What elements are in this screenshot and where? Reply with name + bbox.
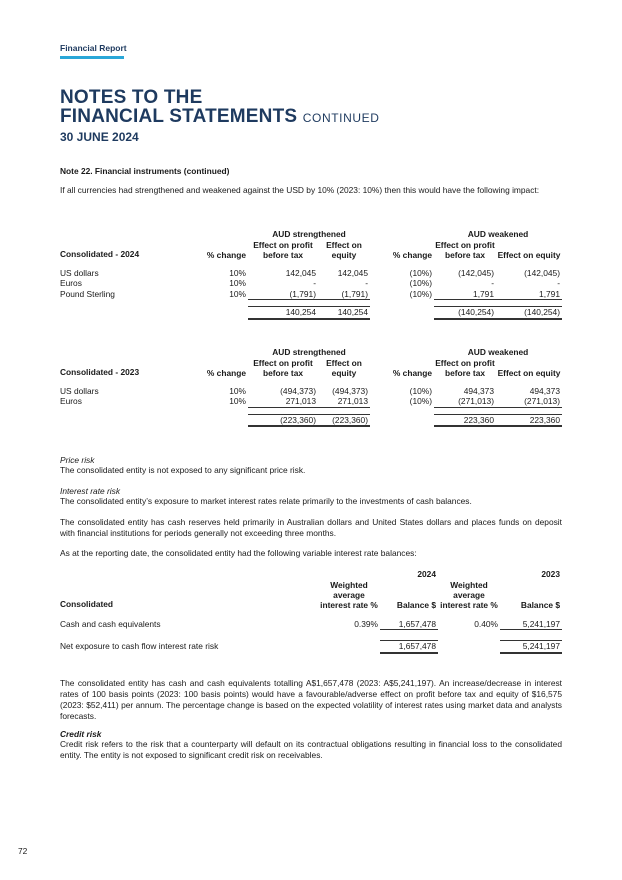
table-row: US dollars 10% 142,045 142,045 (10%) (142,045) (142,045) <box>60 267 560 278</box>
fx-2024-col-3: % change <box>392 249 432 260</box>
page-title-main: FINANCIAL STATEMENTS <box>60 106 298 127</box>
table-total-row: 140,254 140,254 (140,254) (140,254) <box>60 307 562 319</box>
fx-2024-label: Consolidated - 2024 <box>60 249 140 259</box>
rate-table-label: Consolidated <box>60 599 114 609</box>
fx-2024-col-4: Effect on profit before tax <box>435 239 495 260</box>
row-name: Pound Sterling <box>60 288 115 299</box>
fx-2024-group-weakened: AUD weakened <box>467 229 529 239</box>
page-subtitle-date: 30 JUNE 2024 <box>60 130 139 144</box>
table-total-row: Net exposure to cash flow interest rate risk 1,657,478 5,241,197 <box>60 641 560 652</box>
row-name: Cash and cash equivalents <box>60 618 161 629</box>
interest-rate-table: 2024 2023 Consolidated Weighted average interest rate % Balance $ Weighted average interest rate % Balance $ Cash and cash equivalents 0.39% 1,657,478 0.40% 5,241,197 Net exposure to cash flow interest rate risk 1,657,478 5,241,197 <box>60 569 560 652</box>
interest-rate-risk-text1: The consolidated entity’s exposure to market interest rates relate primarily to the investments of cash balances. <box>60 496 472 506</box>
row-name: Euros <box>60 396 82 407</box>
row-name: US dollars <box>60 267 99 278</box>
rate-year-2023: 2023 <box>541 569 560 579</box>
fx-2024-col-2: Effect on equity <box>326 239 362 260</box>
fx-2024-col-1: Effect on profit before tax <box>253 239 313 260</box>
table-row: Pound Sterling 10% (1,791) (1,791) (10%) 1,791 1,791 <box>60 288 560 299</box>
table-row: Euros 10% - - (10%) - - <box>60 278 560 288</box>
table-row: US dollars 10% (494,373) (494,373) (10%) 494,373 494,373 <box>60 385 560 396</box>
fx-2024-group-strengthened: AUD strengthened <box>272 229 346 239</box>
fx-2024-col-5: Effect on equity <box>497 249 561 260</box>
fx-2024-col-0: % change <box>206 249 246 260</box>
fx-2023-group-strengthened: AUD strengthened <box>272 347 346 357</box>
price-risk-text: The consolidated entity is not exposed to any significant price risk. <box>60 465 306 475</box>
price-risk-heading: Price risk <box>60 455 95 465</box>
row-name: Euros <box>60 278 82 288</box>
rate-year-2024: 2024 <box>417 569 436 579</box>
note-intro: If all currencies had strengthened and weakened against the USD by 10% (2023: 10%) then this would have the following impact: <box>60 185 540 195</box>
fx-2023-label: Consolidated - 2023 <box>60 367 140 377</box>
fx-table-2023: AUD strengthened AUD weakened Consolidated - 2023 % change Effect on profit before tax Effect on equity % change Effect on profit before tax Effect on equity US dollars 10% (494,373) (494,373) (10%) 494,373 494,373 Euros 10% 271,013 271,013 (10%) (271,013) (271,013) (223,360) (223,360) 223,360 223,360 <box>60 347 561 425</box>
page-number: 72 <box>18 846 28 856</box>
header-accent-bar <box>60 56 124 59</box>
interest-rate-risk-text2: The consolidated entity has cash reserves held primarily in Australian dollars and United States dollars and places funds on deposit with financial institutions for periods generally not exceeding three months. <box>60 517 562 538</box>
credit-risk-text: Credit risk refers to the risk that a counterparty will default on its contractual obligations resulting in financial loss to the consolidated entity. The entity is not exposed to significant credit risk on receivables. <box>60 739 562 760</box>
fx-2023-group-weakened: AUD weakened <box>467 347 529 357</box>
credit-risk-heading: Credit risk <box>60 729 102 739</box>
interest-rate-risk-text4: The consolidated entity has cash and cash equivalents totalling A$1,657,478 (2023: A$5,241,197). An increase/decrease in interest rates of 100 basis points (2023: 100 basis points) would have a favourable/adverse effect on profit before tax and equity of $16,575 (2023: $52,411) per annum. The percentage change is based on the expected volatility of interest rates using market data and analysts forecasts. <box>60 678 562 721</box>
page-title-line1: NOTES TO THE <box>60 87 203 108</box>
table-row: Cash and cash equivalents 0.39% 1,657,478 0.40% 5,241,197 <box>60 618 560 629</box>
note-heading: Note 22. Financial instruments (continued) <box>60 166 230 176</box>
report-label: Financial Report <box>60 43 127 53</box>
interest-rate-risk-heading: Interest rate risk <box>60 486 121 496</box>
table-row: Euros 10% 271,013 271,013 (10%) (271,013) (271,013) <box>60 396 560 407</box>
interest-rate-risk-text3: As at the reporting date, the consolidated entity had the following variable interest rate balances: <box>60 548 417 558</box>
page-title-line2 <box>60 107 380 128</box>
table-total-row: (223,360) (223,360) 223,360 223,360 <box>60 414 562 426</box>
row-name: Net exposure to cash flow interest rate risk <box>60 641 219 652</box>
page-title-continued: CONTINUED <box>302 111 380 125</box>
row-name: US dollars <box>60 385 99 396</box>
fx-table-2024 <box>60 229 562 320</box>
